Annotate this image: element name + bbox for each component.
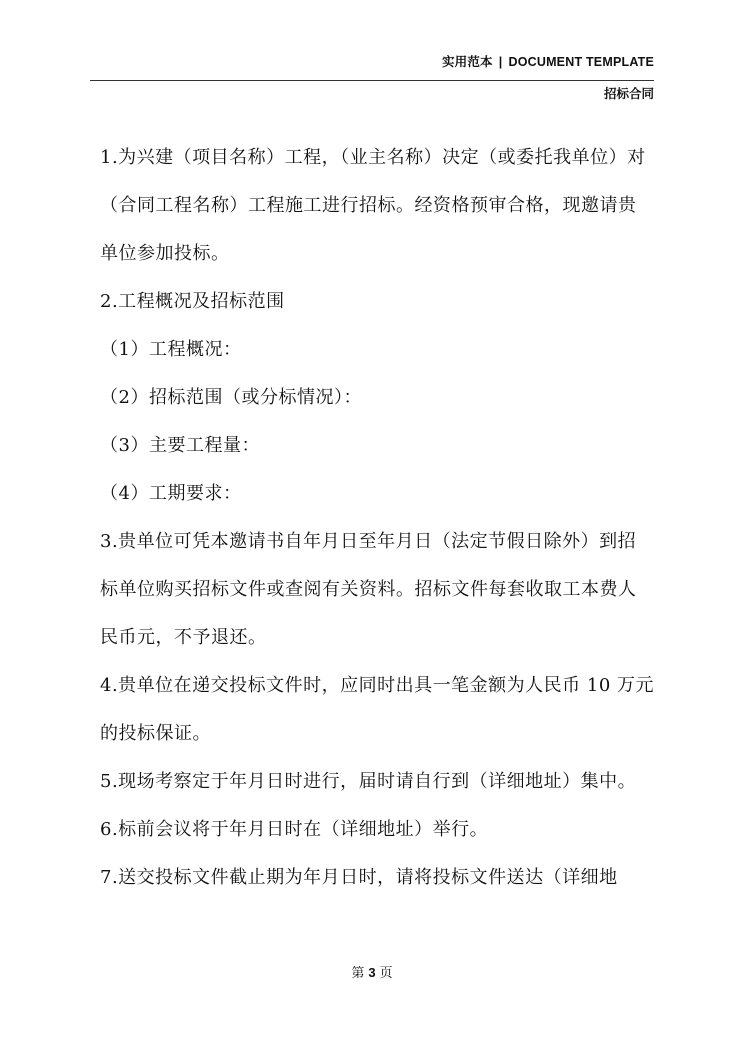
body-line: 1.为兴建（项目名称）工程，（业主名称）决定（或委托我单位）对 — [100, 147, 646, 168]
header-right-text: DOCUMENT TEMPLATE — [508, 55, 654, 69]
body-line: 标单位购买招标文件或查阅有关资料。招标文件每套收取工本费人 — [100, 579, 637, 600]
body-line: 2.工程概况及招标范围 — [100, 291, 285, 312]
body-line: （1）工程概况： — [100, 339, 242, 360]
document-body — [100, 134, 656, 902]
page-header — [90, 54, 654, 70]
body-line: 民币元，不予退还。 — [100, 627, 267, 648]
body-line: 5.现场考察定于年月日时进行，届时请自行到（详细地址）集中。 — [100, 771, 637, 792]
body-line: 单位参加投标。 — [100, 243, 230, 264]
body-line: （3）主要工程量： — [100, 435, 260, 456]
page-footer — [0, 964, 744, 983]
header-title-line — [90, 54, 654, 70]
header-separator: | — [498, 55, 503, 69]
body-line: 的投标保证。 — [100, 723, 211, 744]
body-line: （2）招标范围（或分标情况）： — [100, 387, 362, 408]
body-line: 3.贵单位可凭本邀请书自年月日至年月日（法定节假日除外）到招 — [100, 531, 637, 552]
header-subtitle: 招标合同 — [603, 87, 654, 101]
body-line: （合同工程名称）工程施工进行招标。经资格预审合格，现邀请贵 — [100, 195, 637, 216]
footer-suffix: 页 — [379, 966, 393, 981]
page-number: 3 — [368, 965, 376, 980]
footer-prefix: 第 — [351, 966, 365, 981]
body-line: 4.贵单位在递交投标文件时，应同时出具一笔金额为人民币 10 万元 — [100, 675, 655, 696]
body-line: 6.标前会议将于年月日时在（详细地址）举行。 — [100, 819, 489, 840]
header-left-text: 实用范本 — [441, 55, 493, 69]
body-line: 7.送交投标文件截止期为年月日时，请将投标文件送达（详细地 — [100, 867, 618, 888]
body-line: （4）工期要求： — [100, 483, 242, 504]
header-divider — [90, 80, 654, 81]
